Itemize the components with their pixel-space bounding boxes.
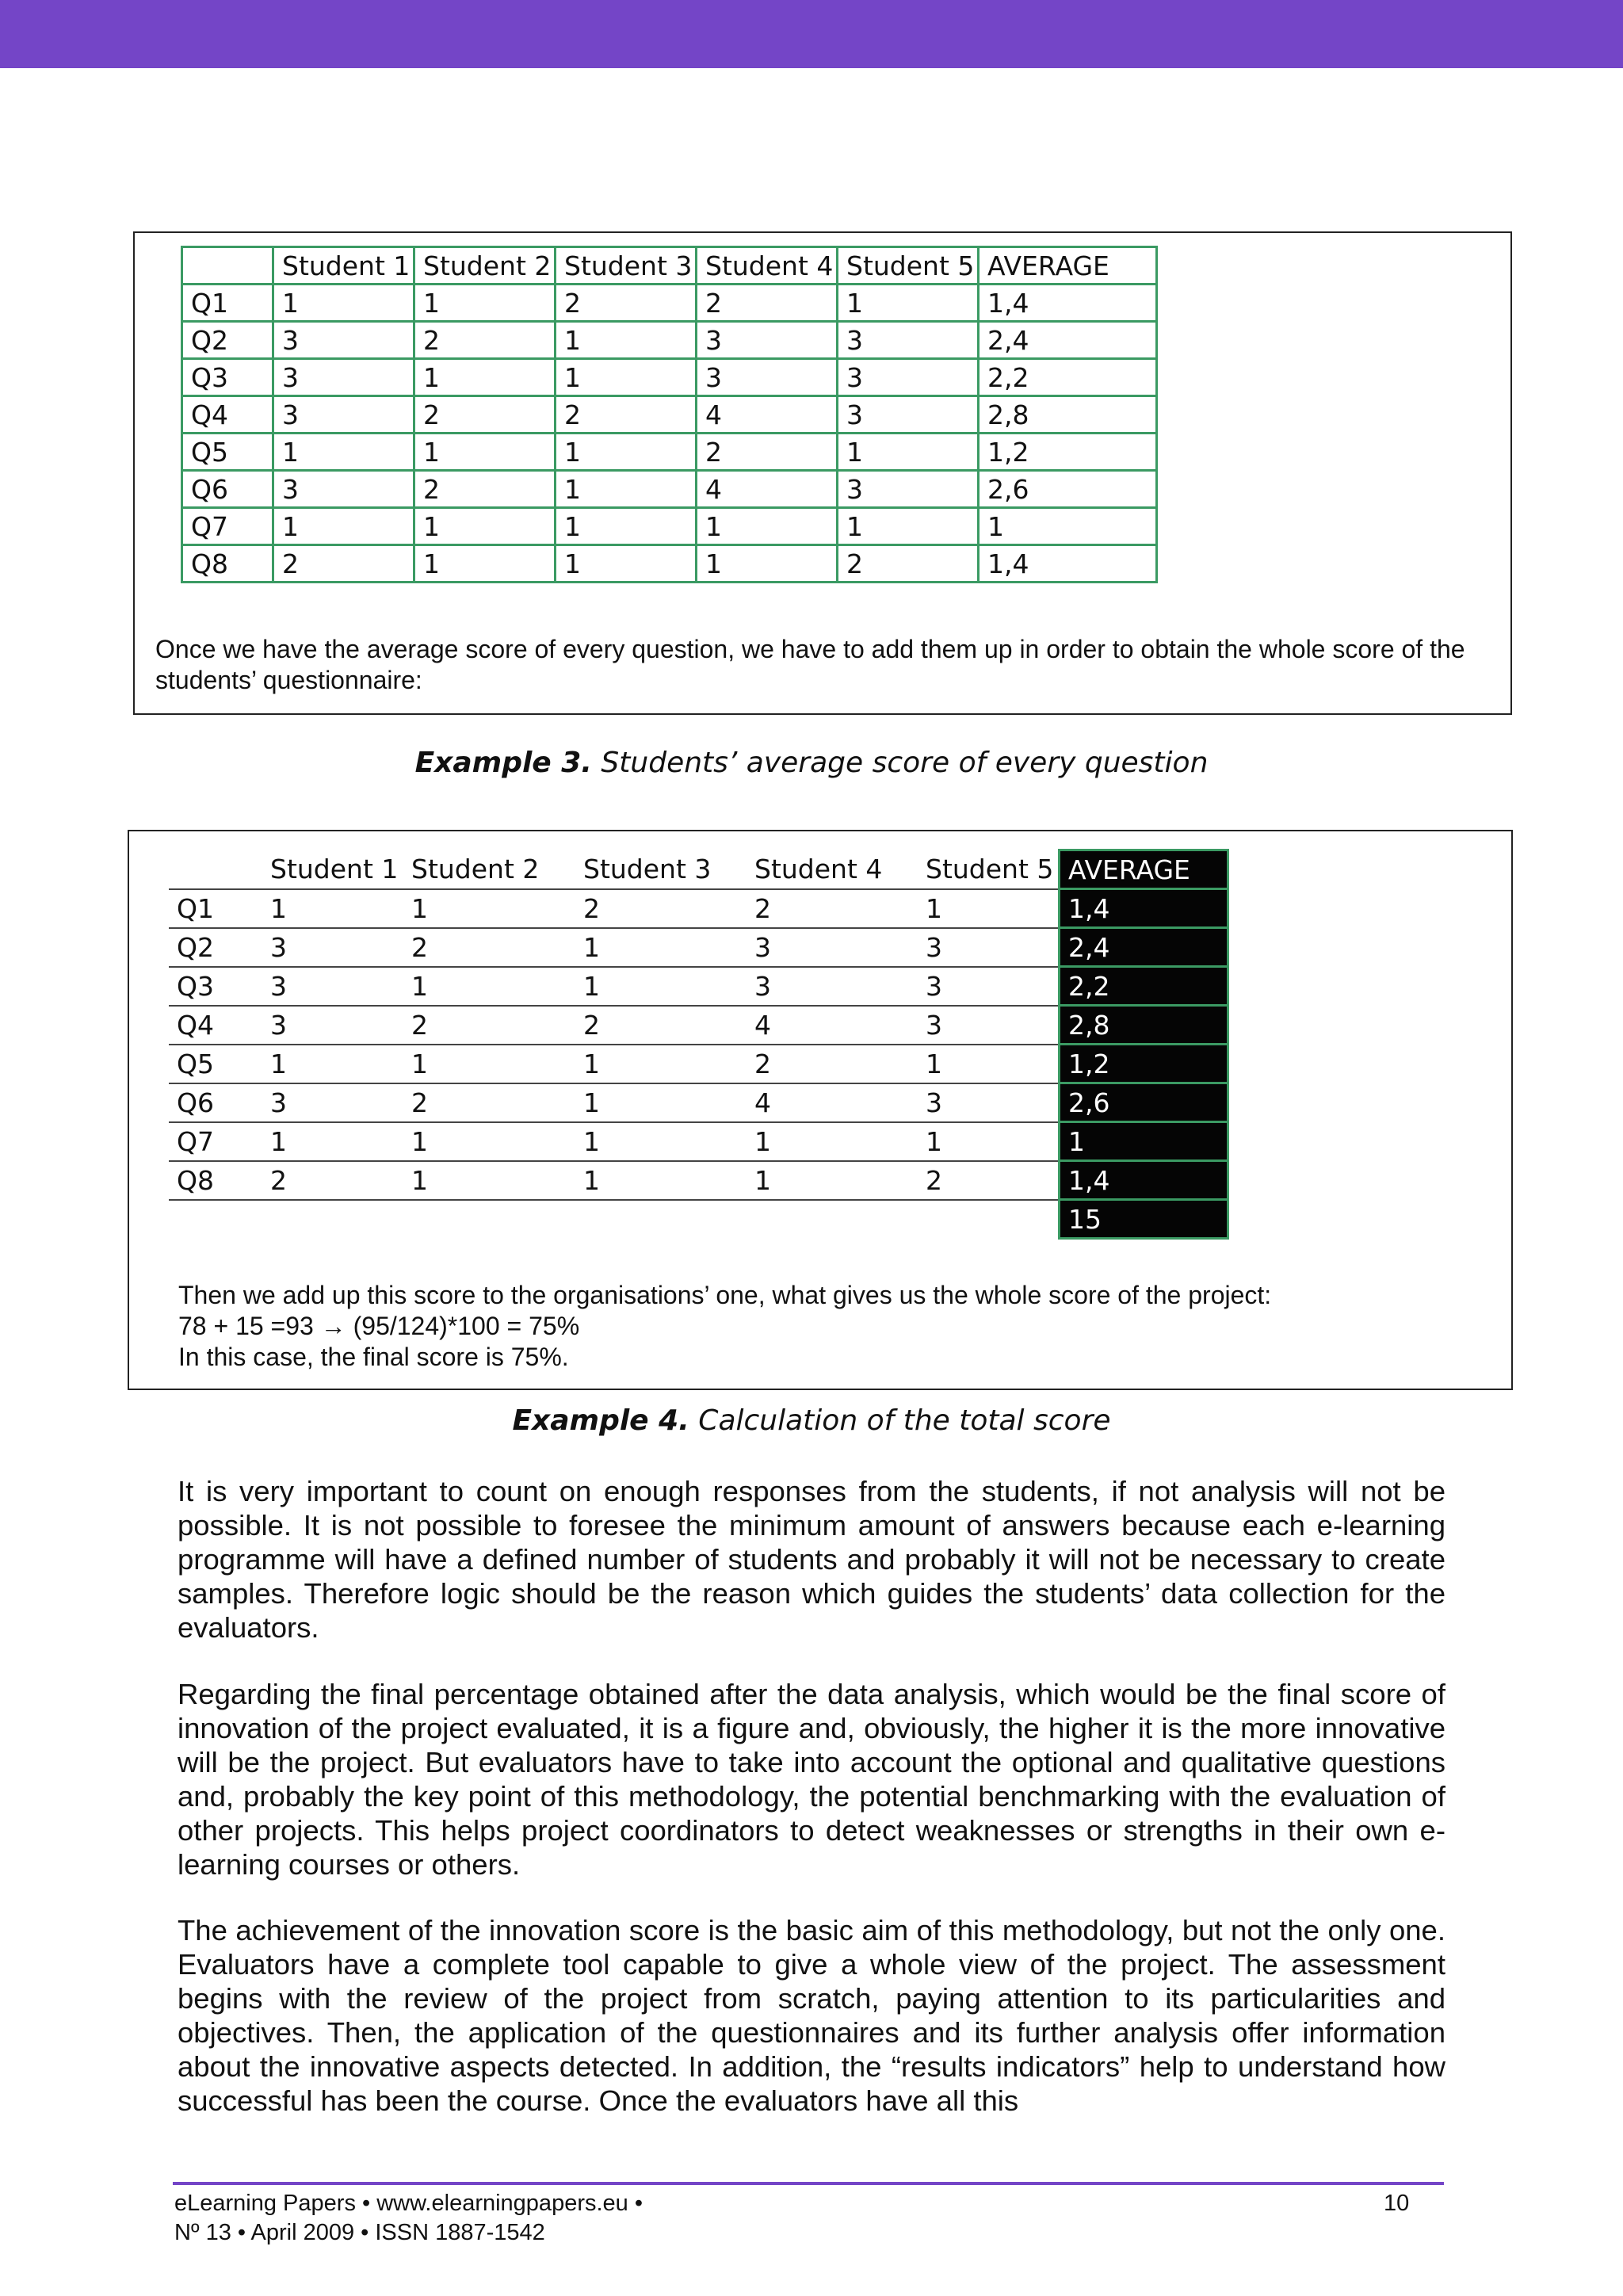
- average-cell: 2,8: [1060, 1006, 1228, 1045]
- score-cell: 1: [838, 508, 979, 545]
- score-cell: 1: [403, 1045, 575, 1083]
- footer-line: eLearning Papers • www.elearningpapers.eu •: [174, 2191, 643, 2216]
- score-cell: 1: [575, 1161, 747, 1200]
- score-cell: 1: [697, 545, 838, 583]
- table-row: [182, 359, 1157, 396]
- question-label: Q8: [182, 545, 273, 583]
- total-row: [169, 1200, 1228, 1239]
- table-row: [169, 889, 1228, 928]
- average-cell: 2,8: [979, 396, 1157, 434]
- score-cell: 2: [273, 545, 414, 583]
- question-label: Q6: [182, 471, 273, 508]
- score-cell: 1: [918, 889, 1060, 928]
- table-row: [169, 967, 1228, 1006]
- score-cell: 1: [918, 1122, 1060, 1161]
- footer-divider: [173, 2182, 1444, 2185]
- score-cell: 2: [262, 1161, 403, 1200]
- footer-info: [174, 2189, 643, 2248]
- question-label: Q5: [182, 434, 273, 471]
- score-cell: 2: [556, 285, 697, 322]
- question-label: Q5: [169, 1045, 262, 1083]
- score-cell: 1: [697, 508, 838, 545]
- score-cell: 4: [747, 1006, 918, 1045]
- score-cell: 1: [575, 1045, 747, 1083]
- caption-label: Example 4.: [512, 1404, 689, 1437]
- score-cell: 1: [403, 889, 575, 928]
- score-cell: 1: [414, 285, 556, 322]
- average-cell: 2,6: [979, 471, 1157, 508]
- header-cell: Student 2: [414, 247, 556, 285]
- table-row: [182, 471, 1157, 508]
- question-label: Q1: [182, 285, 273, 322]
- score-cell: 2: [838, 545, 979, 583]
- score-cell: 1: [273, 434, 414, 471]
- score-cell: 3: [262, 1006, 403, 1045]
- table-row: [182, 545, 1157, 583]
- average-cell: 1: [1060, 1122, 1228, 1161]
- average-cell: 1,2: [979, 434, 1157, 471]
- average-cell: 1,2: [1060, 1045, 1228, 1083]
- example-3-explanation: Once we have the average score of every question, we have to add them up in order to obtain the whole score of the students’ questionnaire:: [155, 635, 1465, 694]
- score-cell: 4: [697, 471, 838, 508]
- header-cell: Student 2: [403, 850, 575, 889]
- table-header-row: [182, 247, 1157, 285]
- total-cell: 15: [1060, 1200, 1228, 1239]
- average-cell: 2,6: [1060, 1083, 1228, 1122]
- header-cell: Student 1: [273, 247, 414, 285]
- average-cell: 1,4: [979, 545, 1157, 583]
- score-cell: 1: [414, 508, 556, 545]
- header-cell-average: AVERAGE: [1060, 850, 1228, 889]
- question-label: Q2: [182, 322, 273, 359]
- score-cell: 2: [403, 1083, 575, 1122]
- score-cell: 1: [838, 285, 979, 322]
- average-cell: 1,4: [979, 285, 1157, 322]
- caption-text: Students’ average score of every question: [591, 747, 1209, 779]
- score-cell: 1: [414, 434, 556, 471]
- score-cell: 3: [262, 928, 403, 967]
- score-cell: 1: [414, 359, 556, 396]
- score-cell: 1: [556, 471, 697, 508]
- score-cell: 1: [556, 545, 697, 583]
- score-cell: 1: [918, 1045, 1060, 1083]
- average-cell: 1,4: [1060, 1161, 1228, 1200]
- header-cell: Student 5: [838, 247, 979, 285]
- header-cell-average: AVERAGE: [979, 247, 1157, 285]
- score-cell: 3: [697, 359, 838, 396]
- table-row: [169, 1083, 1228, 1122]
- score-cell: 1: [273, 508, 414, 545]
- average-cell: 1: [979, 508, 1157, 545]
- average-cell: 2,4: [1060, 928, 1228, 967]
- score-cell: 1: [575, 1083, 747, 1122]
- score-cell: 2: [403, 928, 575, 967]
- score-cell: 1: [262, 1122, 403, 1161]
- score-cell: 2: [414, 471, 556, 508]
- score-cell: 1: [556, 359, 697, 396]
- caption-text: Calculation of the total score: [689, 1404, 1111, 1437]
- score-cell: 1: [403, 1122, 575, 1161]
- score-cell: 3: [838, 471, 979, 508]
- average-cell: 1,4: [1060, 889, 1228, 928]
- score-cell: 2: [918, 1161, 1060, 1200]
- score-cell: 3: [918, 1006, 1060, 1045]
- score-cell: 1: [556, 322, 697, 359]
- score-cell: 3: [838, 322, 979, 359]
- score-cell: 3: [273, 322, 414, 359]
- question-label: Q3: [169, 967, 262, 1006]
- header-cell: Student 3: [575, 850, 747, 889]
- average-cell: 2,2: [1060, 967, 1228, 1006]
- score-cell: 1: [575, 1122, 747, 1161]
- table-row: [169, 1122, 1228, 1161]
- question-label: Q2: [169, 928, 262, 967]
- question-label: Q7: [182, 508, 273, 545]
- table-row: [182, 434, 1157, 471]
- score-cell: 3: [918, 1083, 1060, 1122]
- score-cell: 1: [838, 434, 979, 471]
- question-label: Q8: [169, 1161, 262, 1200]
- header-cell: Student 5: [918, 850, 1060, 889]
- score-cell: 3: [747, 967, 918, 1006]
- score-cell: 4: [747, 1083, 918, 1122]
- example-3-caption: [0, 747, 1623, 779]
- score-cell: 3: [838, 359, 979, 396]
- score-cell: 2: [575, 889, 747, 928]
- score-cell: 3: [262, 967, 403, 1006]
- example-4-explanation: [178, 1280, 1478, 1373]
- score-cell: 3: [918, 967, 1060, 1006]
- body-paragraph: The achievement of the innovation score is the basic aim of this methodology, but not the only one. Evaluators have a complete tool capable to give a whole view of the project. The assessment begins with the review of the project from scratch, paying attention to its particularities and objectives. Then, the application of the questionnaires and its further analysis offer information about the innovative aspects detected. In addition, the “results indicators” help to understand how successful has been the course. Once the evaluators have all this: [178, 1914, 1445, 2117]
- score-cell: 3: [697, 322, 838, 359]
- score-cell: 3: [838, 396, 979, 434]
- table-row: [169, 928, 1228, 967]
- score-cell: 2: [414, 396, 556, 434]
- header-cell: [169, 850, 262, 889]
- score-cell: 1: [747, 1161, 918, 1200]
- body-paragraph: It is very important to count on enough responses from the students, if not analysis will not be possible. It is not possible to foresee the minimum amount of answers because each e-learning programme will have a defined number of students and probably it will not be necessary to create samples. Therefore logic should be the reason which guides the students’ data collection for the evaluators.: [178, 1475, 1445, 1644]
- score-cell: 3: [273, 396, 414, 434]
- score-cell: 2: [556, 396, 697, 434]
- score-cell: 1: [262, 1045, 403, 1083]
- score-cell: 2: [697, 285, 838, 322]
- average-cell: 2,4: [979, 322, 1157, 359]
- header-cell: Student 1: [262, 850, 403, 889]
- table-row: [182, 396, 1157, 434]
- table-row: [182, 285, 1157, 322]
- question-label: Q6: [169, 1083, 262, 1122]
- example-3-box: [133, 231, 1512, 715]
- top-banner: [0, 0, 1623, 68]
- score-cell: 3: [273, 471, 414, 508]
- header-cell: [182, 247, 273, 285]
- score-cell: 2: [575, 1006, 747, 1045]
- score-cell: 2: [747, 1045, 918, 1083]
- score-cell: 2: [747, 889, 918, 928]
- question-label: Q3: [182, 359, 273, 396]
- footer-line: Nº 13 • April 2009 • ISSN 1887-1542: [174, 2220, 545, 2245]
- explanation-line: In this case, the final score is 75%.: [178, 1343, 569, 1371]
- question-label: Q7: [169, 1122, 262, 1161]
- score-cell: 1: [273, 285, 414, 322]
- question-label: Q1: [169, 889, 262, 928]
- score-cell: 1: [403, 1161, 575, 1200]
- table-row: [169, 1006, 1228, 1045]
- score-cell: 1: [747, 1122, 918, 1161]
- score-cell: 1: [575, 928, 747, 967]
- score-cell: 1: [262, 889, 403, 928]
- score-cell: 3: [273, 359, 414, 396]
- score-cell: 3: [262, 1083, 403, 1122]
- average-cell: 2,2: [979, 359, 1157, 396]
- header-cell: Student 3: [556, 247, 697, 285]
- example-3-table: [181, 246, 1158, 583]
- caption-label: Example 3.: [414, 747, 592, 779]
- table-header-row: [169, 850, 1228, 889]
- example-4-box: [128, 830, 1513, 1390]
- header-cell: Student 4: [697, 247, 838, 285]
- score-cell: 2: [697, 434, 838, 471]
- page-number: 10: [1384, 2191, 1410, 2216]
- question-label: Q4: [169, 1006, 262, 1045]
- score-cell: 4: [697, 396, 838, 434]
- score-cell: 2: [414, 322, 556, 359]
- formula-line: 78 + 15 =93 → (95/124)*100 = 75%: [178, 1312, 580, 1340]
- question-label: Q4: [182, 396, 273, 434]
- table-row: [169, 1045, 1228, 1083]
- score-cell: 1: [575, 967, 747, 1006]
- body-paragraph: Regarding the final percentage obtained after the data analysis, which would be the final score of innovation of the project evaluated, it is a figure and, obviously, the higher it is the more innovative will be the project. But evaluators have to take into account the optional and qualitative questions and, probably the key point of this methodology, the potential benchmarking with the evaluation of other projects. This helps project coordinators to detect weaknesses or strengths in their own e-learning courses or others.: [178, 1678, 1445, 1881]
- table-row: [182, 322, 1157, 359]
- score-cell: 2: [403, 1006, 575, 1045]
- score-cell: 1: [403, 967, 575, 1006]
- score-cell: 1: [414, 545, 556, 583]
- score-cell: 3: [747, 928, 918, 967]
- example-4-table: [169, 849, 1229, 1240]
- table-row: [169, 1161, 1228, 1200]
- score-cell: 1: [556, 434, 697, 471]
- score-cell: 3: [918, 928, 1060, 967]
- explanation-line: Then we add up this score to the organisations’ one, what gives us the whole score of the project:: [178, 1281, 1272, 1309]
- table-row: [182, 508, 1157, 545]
- example-4-caption: [0, 1404, 1623, 1437]
- score-cell: 1: [556, 508, 697, 545]
- header-cell: Student 4: [747, 850, 918, 889]
